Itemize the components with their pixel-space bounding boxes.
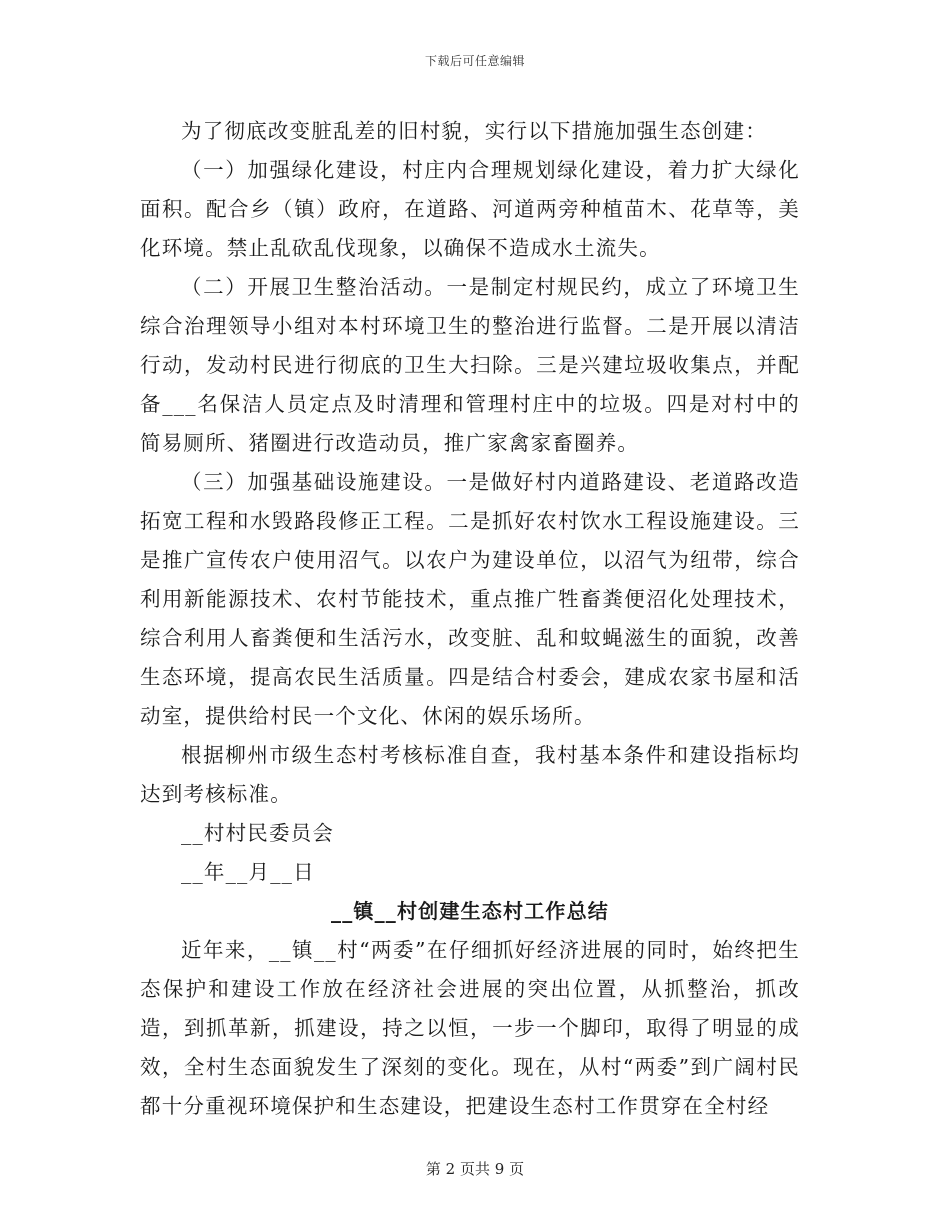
paragraph-assessment: 根据柳州市级生态村考核标准自查，我村基本条件和建设指标均达到考核标准。	[140, 743, 800, 806]
page-footer: 第 2 页共 9 页	[425, 1160, 525, 1178]
paragraph-intro: 为了彻底改变脏乱差的旧村貌，实行以下措施加强生态创建：	[181, 119, 767, 143]
document-body	[140, 112, 800, 1126]
paragraph-summary: 近年来，__镇__村“两委”在仔细抓好经济进展的同时，始终把生态保护和建设工作放在经济社会进展的突出位置，从抓整治，抓改造，到抓革新，抓建设，持之以恒，一步一个脚印，取得了明显的成效，全村生态面貌发生了深刻的变化。现在，从村“两委”到广阔村民都十分重视环境保护和生态建设，把建设生态村工作贯穿在全村经	[140, 938, 800, 1118]
paragraph-greening: （一）加强绿化建设，村庄内合理规划绿化建设，着力扩大绿化面积。配合乡（镇）政府，在道路、河道两旁种植苗木、花草等，美化环境。禁止乱砍乱伐现象，以确保不造成水土流失。	[140, 158, 800, 260]
section-title: __镇__村创建生态村工作总结	[331, 899, 609, 923]
page-header: 下载后可任意编辑	[424, 54, 525, 68]
signature-committee: __村村民委员会	[181, 821, 335, 845]
paragraph-infrastructure: （三）加强基础设施建设。一是做好村内道路建设、老道路改造拓宽工程和水毁路段修正工程。二是抓好农村饮水工程设施建设。三是推广宣传农户使用沼气。以农户为建设单位，以沼气为纽带，综合利用新能源技术、农村节能技术，重点推广牲畜粪便沼化处理技术，综合利用人畜粪便和生活污水，改变脏、乱和蚊蝇滋生的面貌，改善生态环境，提高农民生活质量。四是结合村委会，建成农家书屋和活动室，提供给村民一个文化、休闲的娱乐场所。	[140, 470, 800, 728]
signature-date: __年__月__日	[181, 860, 315, 884]
paragraph-sanitation: （二）开展卫生整治活动。一是制定村规民约，成立了环境卫生综合治理领导小组对本村环境卫生的整治进行监督。二是开展以清洁行动，发动村民进行彻底的卫生大扫除。三是兴建垃圾收集点，并配备___名保洁人员定点及时清理和管理村庄中的垃圾。四是对村中的简易厕所、猪圈进行改造动员，推广家禽家畜圈养。	[140, 275, 800, 455]
